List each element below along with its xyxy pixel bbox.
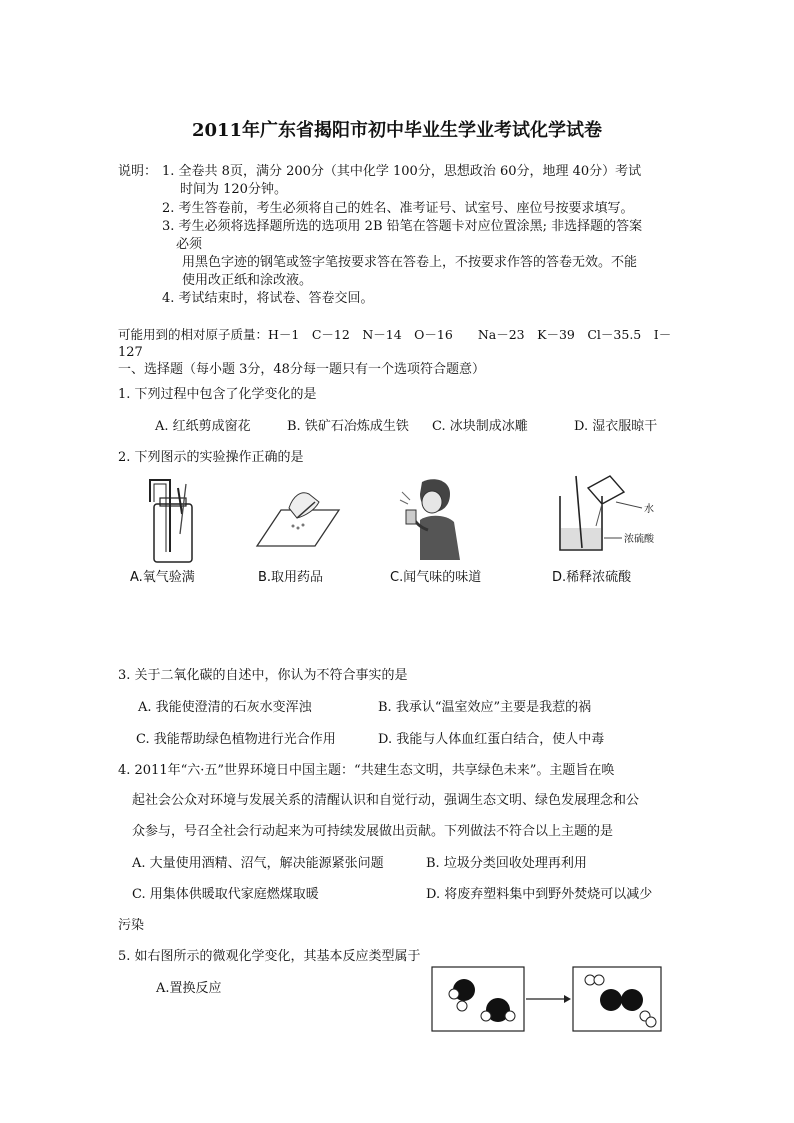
acid-label: 浓硫酸 (624, 534, 654, 545)
instruction-4: 4. 考试结束时，将试卷、答卷交回。 (162, 291, 374, 306)
q3-option-c: C. 我能帮助绿色植物进行光合作用 (136, 732, 336, 747)
instruction-3-cont: 必须 (176, 237, 203, 252)
q2-option-c: C.闻气味的味道 (390, 570, 482, 585)
question-5-stem: 5. 如右图所示的微观化学变化，其基本反应类型属于 (118, 949, 421, 964)
instruction-1-cont: 时间为 120分钟。 (180, 182, 287, 197)
question-4-stem-2: 起社会公众对环境与发展关系的清醒认识和自觉行动，强调生态文明、绿色发展理念和公 (132, 793, 640, 808)
atomic-masses-cont: 127 (118, 345, 143, 360)
q1-option-b: B. 铁矿石冶炼成生铁 (287, 419, 409, 434)
water-label: 水 (644, 504, 654, 515)
instruction-1: 1. 全卷共 8页，满分 200分（其中化学 100分，思想政治 60分，地理 40分）考试 (162, 164, 642, 179)
question-3-stem: 3. 关于二氧化碳的自述中，你认为不符合事实的是 (118, 668, 408, 683)
oxygen-test-figure (140, 474, 210, 566)
take-reagent-figure (253, 488, 343, 550)
q2-option-a: A.氧气验满 (130, 570, 195, 585)
instruction-3-cont3: 使用改正纸和涂改液。 (182, 273, 313, 288)
q4-option-c: C. 用集体供暖取代家庭燃煤取暖 (132, 887, 319, 902)
page-title: 2011年广东省揭阳市初中毕业生学业考试化学试卷 (191, 120, 603, 141)
smell-figure (398, 476, 470, 564)
section-heading: 一、选择题（每小题 3分，48分每一题只有一个选项符合题意） (118, 362, 485, 377)
q3-option-a: A. 我能使澄清的石灰水变浑浊 (138, 700, 312, 715)
question-2-stem: 2. 下列图示的实验操作正确的是 (118, 450, 304, 465)
q1-option-c: C. 冰块制成冰雕 (432, 419, 528, 434)
q4-option-b: B. 垃圾分类回收处理再利用 (426, 856, 587, 871)
reaction-diagram (430, 964, 666, 1034)
q4-option-d-cont: 污染 (118, 918, 145, 933)
instruction-3-cont2: 用黑色字迹的钢笔或签字笔按要求答在答卷上，不按要求作答的答卷无效。不能 (182, 255, 638, 270)
atomic-masses: 可能用到的相对原子质量：H－1 C－12 N－14 O－16 Na－23 K－39 Cl－35.5 I－ (118, 327, 672, 342)
q5-option-a: A.置换反应 (156, 981, 222, 996)
q1-option-d: D. 湿衣服晾干 (574, 419, 658, 434)
instructions-label: 说明： (118, 164, 158, 179)
dilute-acid-figure (552, 472, 682, 558)
q2-option-b: B.取用药品 (258, 570, 324, 585)
question-4-stem-3: 众参与，号召全社会行动起来为可持续发展做出贡献。下列做法不符合以上主题的是 (132, 824, 614, 839)
question-4-stem: 4. 2011年“六·五”世界环境日中国主题：“共建生态文明，共享绿色未来”。主题旨在唤 (118, 763, 615, 778)
q2-option-d: D.稀释浓硫酸 (552, 570, 632, 585)
q3-option-d: D. 我能与人体血红蛋白结合，使人中毒 (378, 732, 605, 747)
q1-option-a: A. 红纸剪成窗花 (155, 419, 251, 434)
q3-option-b: B. 我承认“温室效应”主要是我惹的祸 (378, 700, 592, 715)
instruction-2: 2. 考生答卷前，考生必须将自己的姓名、准考证号、试室号、座位号按要求填写。 (162, 201, 634, 216)
instruction-3: 3. 考生必须将选择题所选的选项用 2B 铅笔在答题卡对应位置涂黑; 非选择题的答案 (162, 219, 643, 234)
q4-option-d: D. 将废弃塑料集中到野外焚烧可以减少 (426, 887, 653, 902)
question-1-stem: 1. 下列过程中包含了化学变化的是 (118, 387, 317, 402)
q4-option-a: A. 大量使用酒精、沼气，解决能源紧张问题 (132, 856, 384, 871)
